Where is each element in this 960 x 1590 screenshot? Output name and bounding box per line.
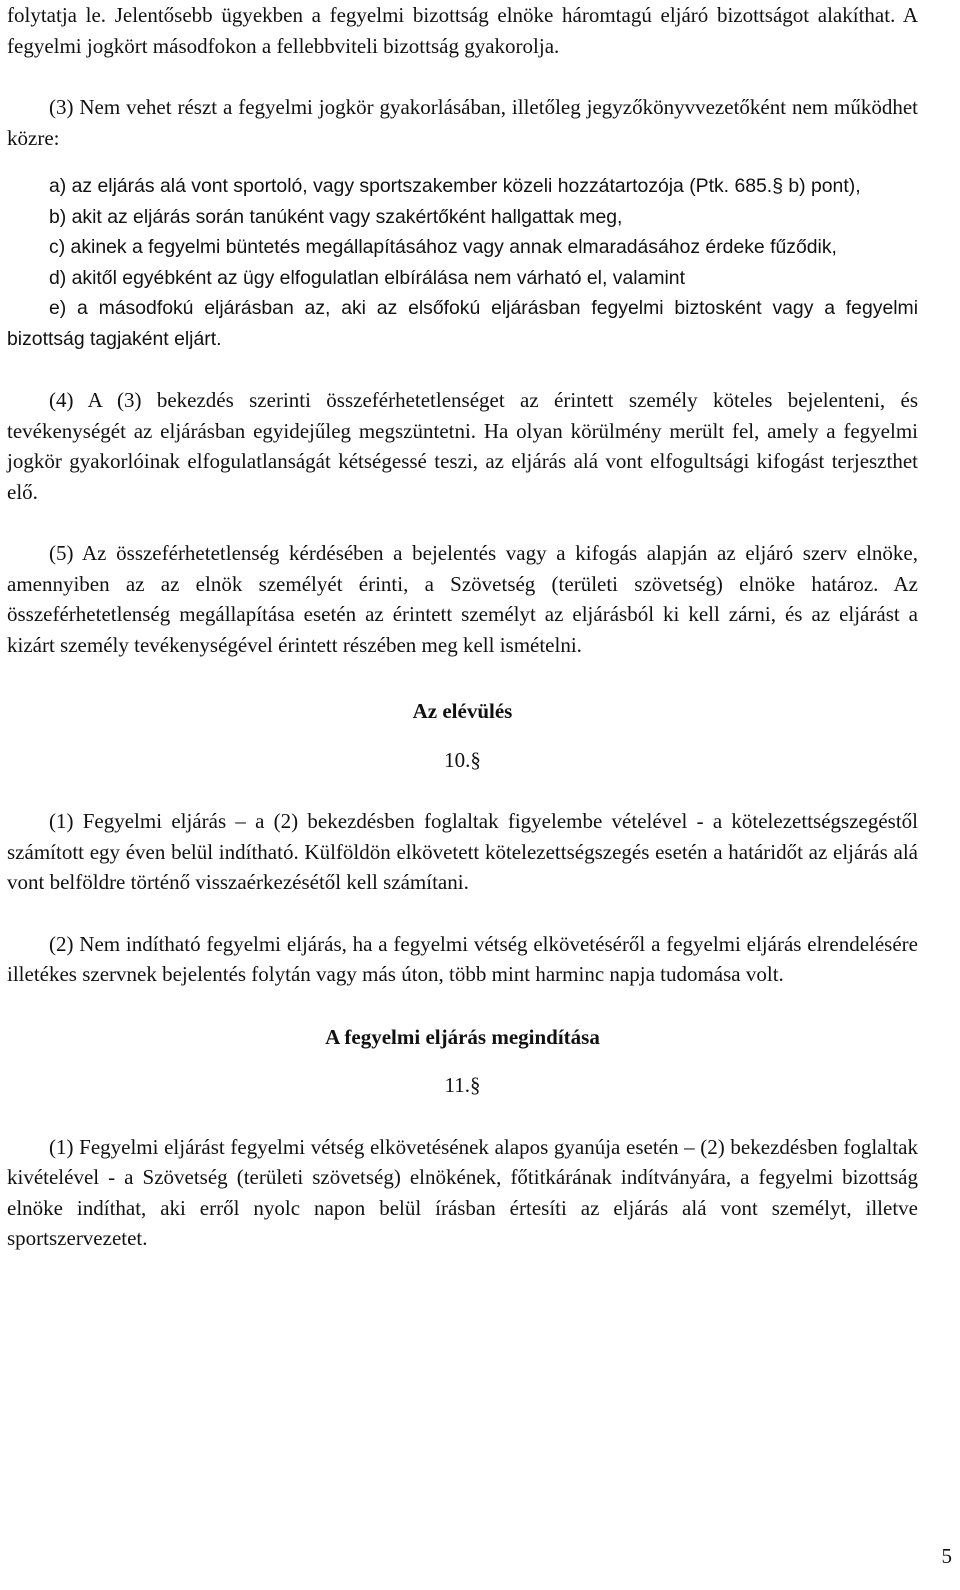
section-11-paragraph-1: (1) Fegyelmi eljárást fegyelmi vétség elkövetésének alapos gyanúja esetén – (2) bekezdésben foglaltak kivételével - a Szövetség (területi szövetség) elnökének, főtitkárának indítványára, a fegyelmi bizottság elnöke indíthat, aki erről nyolc napon belül írásban értesíti az eljárás alá vont személyt, illetve sportszervezetet.	[7, 1134, 918, 1250]
section-10-paragraph-2: (2) Nem indítható fegyelmi eljárás, ha a fegyelmi vétség elkövetéséről a fegyelmi eljárás elrendelésére illetékes szervnek bejelentés folytán vagy más úton, több mint harminc napja tudomása volt.	[7, 931, 918, 986]
section-heading-elevules: Az elévülés	[412, 699, 513, 723]
document-body	[7, 0, 918, 1254]
section-number-10: 10.§	[444, 747, 481, 772]
paragraph-3-intro: (3) Nem vehet részt a fegyelmi jogkör gyakorlásában, illetőleg jegyzőkönyvvezetőként nem működhet közre:	[7, 95, 918, 150]
list-item-b: b) akit az eljárás során tanúként vagy szakértőként hallgattak meg,	[49, 205, 623, 228]
section-number-11: 11.§	[444, 1073, 481, 1097]
paragraph-intro: folytatja le. Jelentősebb ügyekben a fegyelmi bizottság elnöke háromtagú eljáró bizottságot alakíthat. A fegyelmi jogkört másodfokon a fellebbviteli bizottság gyakorolja.	[7, 3, 918, 58]
list-item-d: d) akitől egyébként az ügy elfogulatlan elbírálása nem várható el, valamint	[49, 266, 685, 289]
section-10-paragraph-1: (1) Fegyelmi eljárás – a (2) bekezdésben foglaltak figyelembe vételével - a kötelezettségszegéstől számított egy éven belül indítható. Külföldön elkövetett kötelezettségszegés esetén a határidőt az eljárás alá vont belföldre történő visszaérkezésétől kell számítani.	[7, 809, 918, 894]
list-item-c: c) akinek a fegyelmi büntetés megállapításához vagy annak elmaradásához érdeke fűződik,	[49, 236, 837, 258]
list-item-a: a) az eljárás alá vont sportoló, vagy sportszakember közeli hozzátartozója (Ptk. 685.§ b) pont),	[49, 175, 861, 197]
list-item-e: e) a másodfokú eljárásban az, aki az elsőfokú eljárásban fegyelmi biztosként vagy a fegyelmi bizottság tagjaként eljárt.	[7, 297, 918, 350]
section-heading-meginditas: A fegyelmi eljárás megindítása	[325, 1024, 600, 1049]
page-number: 5	[941, 1544, 952, 1568]
paragraph-5: (5) Az összeférhetetlenség kérdésében a bejelentés vagy a kifogás alapján az eljáró szerv elnöke, amennyiben az az elnök személyét érinti, a Szövetség (területi szövetség) elnöke határoz. Az összeférhetetlenség megállapítása esetén az érintett személyt az eljárásból ki kell zárni, és az eljárást a kizárt személy tevékenységével érintett részében meg kell ismételni.	[7, 541, 918, 657]
paragraph-4: (4) A (3) bekezdés szerinti összeférhetetlenséget az érintett személy köteles bejelenteni, és tevékenységét az eljárásban egyidejűleg megszüntetni. Ha olyan körülmény merült fel, amely a fegyelmi jogkör gyakorlóinak elfogulatlanságát kétségessé teszi, az eljárás alá vont elfogultsági kifogást terjeszthet elő.	[7, 388, 918, 504]
